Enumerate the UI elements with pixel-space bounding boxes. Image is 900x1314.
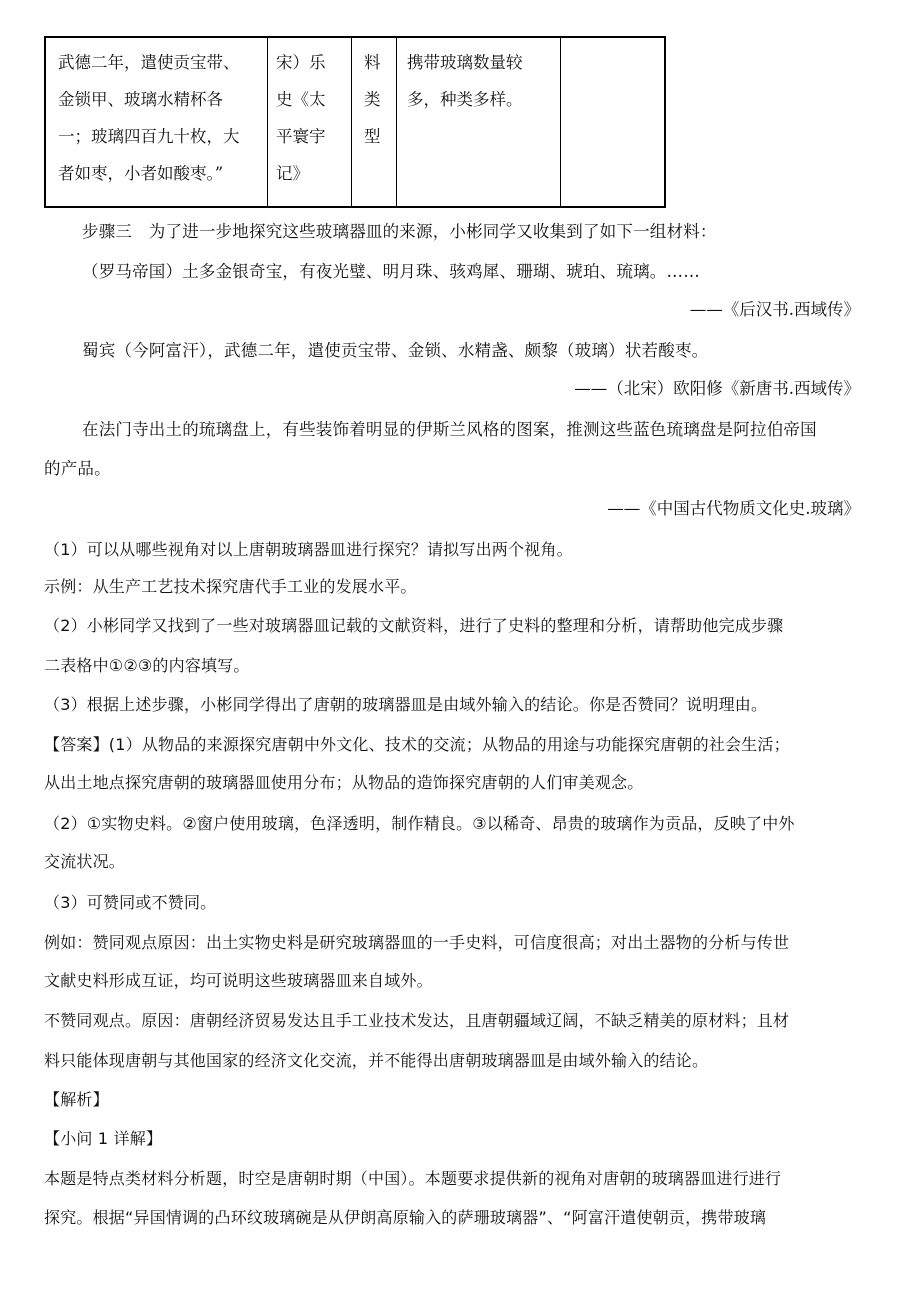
- table-cell-type-text: 料 类 型: [364, 53, 381, 146]
- analysis-line-2: 探究。根据“异国情调的凸环纹玻璃碗是从伊朗高原输入的萨珊玻璃器”、“阿富汗遣使朝贡，携带玻璃: [44, 1208, 767, 1227]
- table-cell-analysis-text: 携带玻璃数量较 多，种类多样。: [407, 53, 523, 109]
- quote-1: （罗马帝国）土多金银奇宝，有夜光璧、明月珠、骇鸡犀、珊瑚、琥珀、琉璃。……: [82, 262, 700, 281]
- table-cell-source: [268, 38, 352, 206]
- answer-3-agree-line-2: 文献史料形成互证，均可说明这些玻璃器皿来自域外。: [44, 971, 433, 990]
- question-2-line-1: （2）小彬同学又找到了一些对玻璃器皿记载的文献资料，进行了史料的整理和分析，请帮助他完成步骤: [44, 616, 784, 635]
- analysis-sub-heading: 【小问 1 详解】: [44, 1129, 163, 1148]
- answer-1-line-1: 【答案】(1）从物品的来源探究唐朝中外文化、技术的交流；从物品的用途与功能探究唐朝的社会生活；: [44, 735, 790, 754]
- table-cell-type: [352, 38, 397, 206]
- answer-3: （3）可赞同或不赞同。: [44, 893, 217, 912]
- table-cell-empty: [561, 38, 664, 206]
- answer-3-disagree-line-1: 不赞同观点。原因：唐朝经济贸易发达且手工业技术发达，且唐朝疆域辽阔，不缺乏精美的原材料；且材: [44, 1011, 790, 1030]
- table-cell-source-text: 宋）乐 史《太 平寰宇 记》: [276, 53, 326, 183]
- step3-intro: 步骤三 为了进一步地探究这些玻璃器皿的来源，小彬同学又收集到了如下一组材料：: [82, 222, 717, 241]
- analysis-line-1: 本题是特点类材料分析题，时空是唐朝时期（中国）。本题要求提供新的视角对唐朝的玻璃器皿进行进行: [44, 1169, 782, 1188]
- answer-3-agree-line-1: 例如：赞同观点原因：出土实物史料是研究玻璃器皿的一手史料，可信度很高；对出土器物的分析与传世: [44, 933, 790, 952]
- question-3: （3）根据上述步骤，小彬同学得出了唐朝的玻璃器皿是由域外输入的结论。你是否赞同？说明理由。: [44, 695, 768, 714]
- table-cell-record: [46, 38, 268, 206]
- answer-2-line-1: （2）①实物史料。②窗户使用玻璃，色泽透明，制作精良。③以稀奇、昂贵的玻璃作为贡品，反映了中外: [44, 814, 795, 833]
- question-1-example: 示例：从生产工艺技术探究唐代手工业的发展水平。: [44, 577, 417, 596]
- question-2-line-2: 二表格中①②③的内容填写。: [44, 656, 250, 675]
- source-1: ——《后汉书.西域传》: [689, 300, 860, 319]
- analysis-heading: 【解析】: [44, 1090, 109, 1109]
- quote-3-line-2: 的产品。: [44, 459, 111, 478]
- materials-table: [44, 36, 666, 208]
- question-1: （1）可以从哪些视角对以上唐朝玻璃器皿进行探究？请拟写出两个视角。: [44, 540, 573, 559]
- table-cell-record-text: 武德二年，遣使贡宝带、 金锁甲、玻璃水精杯各 一；玻璃四百九十枚，大 者如枣，小者如酸枣。”: [58, 53, 240, 183]
- answer-3-disagree-line-2: 料只能体现唐朝与其他国家的经济文化交流，并不能得出唐朝玻璃器皿是由域外输入的结论。: [44, 1051, 709, 1070]
- answer-1-line-2: 从出土地点探究唐朝的玻璃器皿使用分布；从物品的造饰探究唐朝的人们审美观念。: [44, 773, 644, 792]
- source-2: ——（北宋）欧阳修《新唐书.西域传》: [574, 379, 860, 398]
- quote-2: 蜀宾（今阿富汗），武德二年，遣使贡宝带、金锁、水精盏、颇黎（玻璃）状若酸枣。: [82, 341, 709, 360]
- answer-2-line-2: 交流状况。: [44, 852, 126, 871]
- source-3: ——《中国古代物质文化史.玻璃》: [607, 499, 860, 518]
- table-cell-analysis: [397, 38, 561, 206]
- quote-3-line-1: 在法门寺出土的琉璃盘上，有些装饰着明显的伊斯兰风格的图案，推测这些蓝色琉璃盘是阿拉伯帝国: [82, 420, 817, 439]
